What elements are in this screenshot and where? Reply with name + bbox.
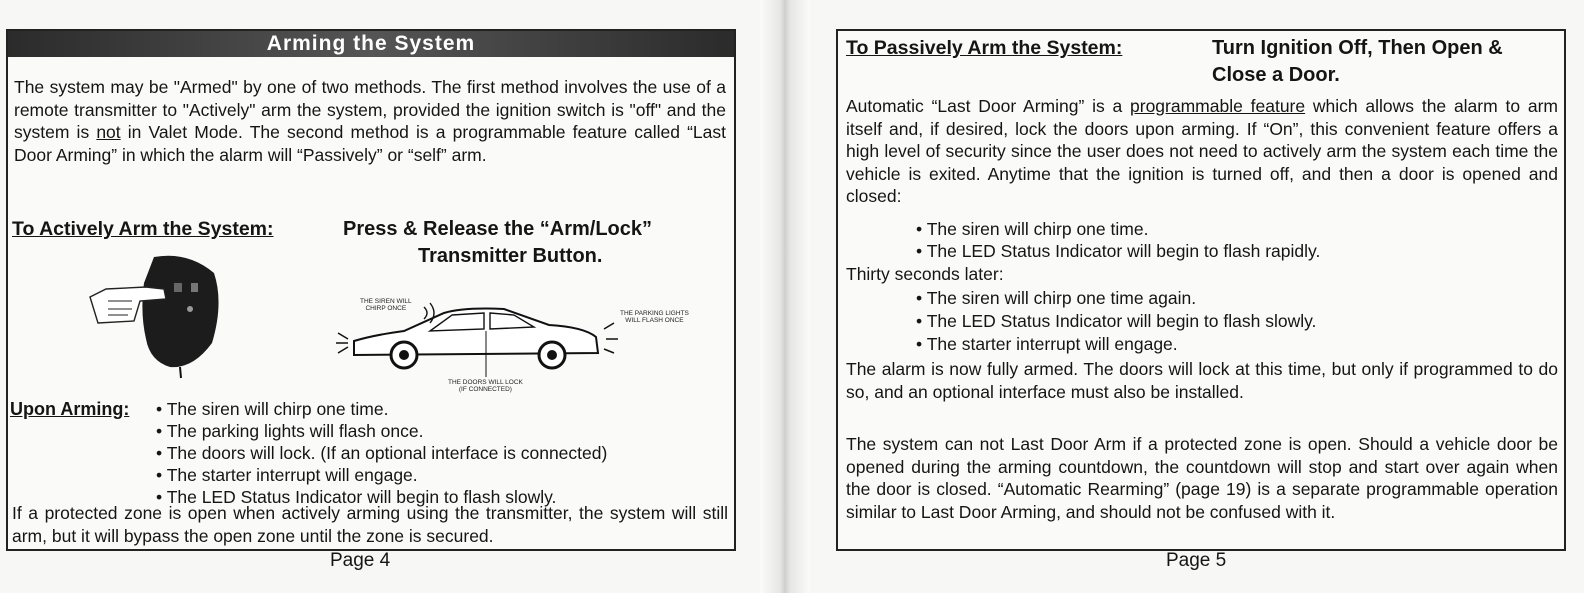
list-item: • The LED Status Indicator will begin to flash slowly. xyxy=(916,311,1317,331)
passive-arm-heading: To Passively Arm the System: xyxy=(846,37,1123,59)
lights-caption: THE PARKING LIGHTS WILL FLASH ONCE xyxy=(620,310,689,324)
list-item: • The LED Status Indicator will begin to flash rapidly. xyxy=(916,241,1321,261)
programmable-feature-link[interactable]: programmable feature xyxy=(1130,96,1306,116)
list-item: • The parking lights will flash once. xyxy=(156,421,424,441)
section-banner: Arming the System xyxy=(8,31,734,57)
active-arm-instruction-line1: Press & Release the “Arm/Lock” xyxy=(343,218,653,240)
list-item: • The siren will chirp one time. xyxy=(916,219,1149,239)
list-item: • The siren will chirp one time again. xyxy=(916,288,1197,308)
taillight-flash xyxy=(604,323,618,353)
page-number-left: Page 4 xyxy=(330,550,391,571)
active-arm-heading: To Actively Arm the System: xyxy=(12,218,274,240)
list-item: • The siren will chirp one time. xyxy=(156,399,389,419)
list-item: • The starter interrupt will engage. xyxy=(916,334,1178,354)
left-page-panel xyxy=(6,29,736,551)
active-arm-instruction-line2: Transmitter Button. xyxy=(418,245,603,267)
headlight-flash xyxy=(336,333,348,353)
list-item: • The starter interrupt will engage. xyxy=(156,465,418,485)
upon-arming-label: Upon Arming: xyxy=(10,399,130,419)
list-item: • The doors will lock. (If an optional interface is connected) xyxy=(156,443,608,463)
page-number-right: Page 5 xyxy=(1166,550,1227,571)
intro-paragraph: The system may be "Armed" by one of two methods. The first method involves the use of a remote transmitter to "Actively" arm the system, provided the ignition switch is "off" and the system is not in Valet Mode. The second method is a programmable feature called “Last Door Arming” in which the alarm will “Passively” or “self” arm. xyxy=(14,77,726,165)
arm-button xyxy=(174,283,182,292)
transmitter-illustration xyxy=(88,243,238,383)
doors-caption: THE DOORS WILL LOCK (IF CONNECTED) xyxy=(448,379,523,393)
thirty-seconds-label: Thirty seconds later: xyxy=(846,264,1004,284)
remote-body xyxy=(142,256,218,367)
list-item: • The LED Status Indicator will begin to flash slowly. xyxy=(156,487,557,507)
fully-armed-paragraph: The alarm is now fully armed. The doors will lock at this time, but only if programmed to do so, and an optional interface must also be installed. xyxy=(846,359,1558,402)
last-door-arming-paragraph: Automatic “Last Door Arming” is a programmable feature which allows the alarm to arm itself and, if desired, lock the doors upon arming. If “On”, this convenient feature offers a high level of security since the user does not need to actively arm the system each time the vehicle is exited. Anytime that the ignition is turned off, and then a door is opened and closed: xyxy=(846,96,1558,206)
book-spine xyxy=(760,0,810,593)
siren-caption: THE SIREN WILL CHIRP ONCE xyxy=(360,298,412,312)
right-page-panel xyxy=(836,29,1566,551)
passive-arm-instruction-line1: Turn Ignition Off, Then Open & xyxy=(1212,37,1503,59)
open-zone-note: If a protected zone is open when actively arming using the transmitter, the system will still arm, but it will bypass the open zone until the zone is secured. xyxy=(12,503,728,546)
passive-arm-instruction-line2: Close a Door. xyxy=(1212,64,1340,86)
protected-zone-paragraph: The system can not Last Door Arm if a protected zone is open. Should a vehicle door be opened during the arming countdown, the countdown will stop and start over again when the door is closed. “Automatic Rearming” (page 19) is a separate programmable operation similar to Last Door Arming, and should not be confused with it. xyxy=(846,434,1558,522)
